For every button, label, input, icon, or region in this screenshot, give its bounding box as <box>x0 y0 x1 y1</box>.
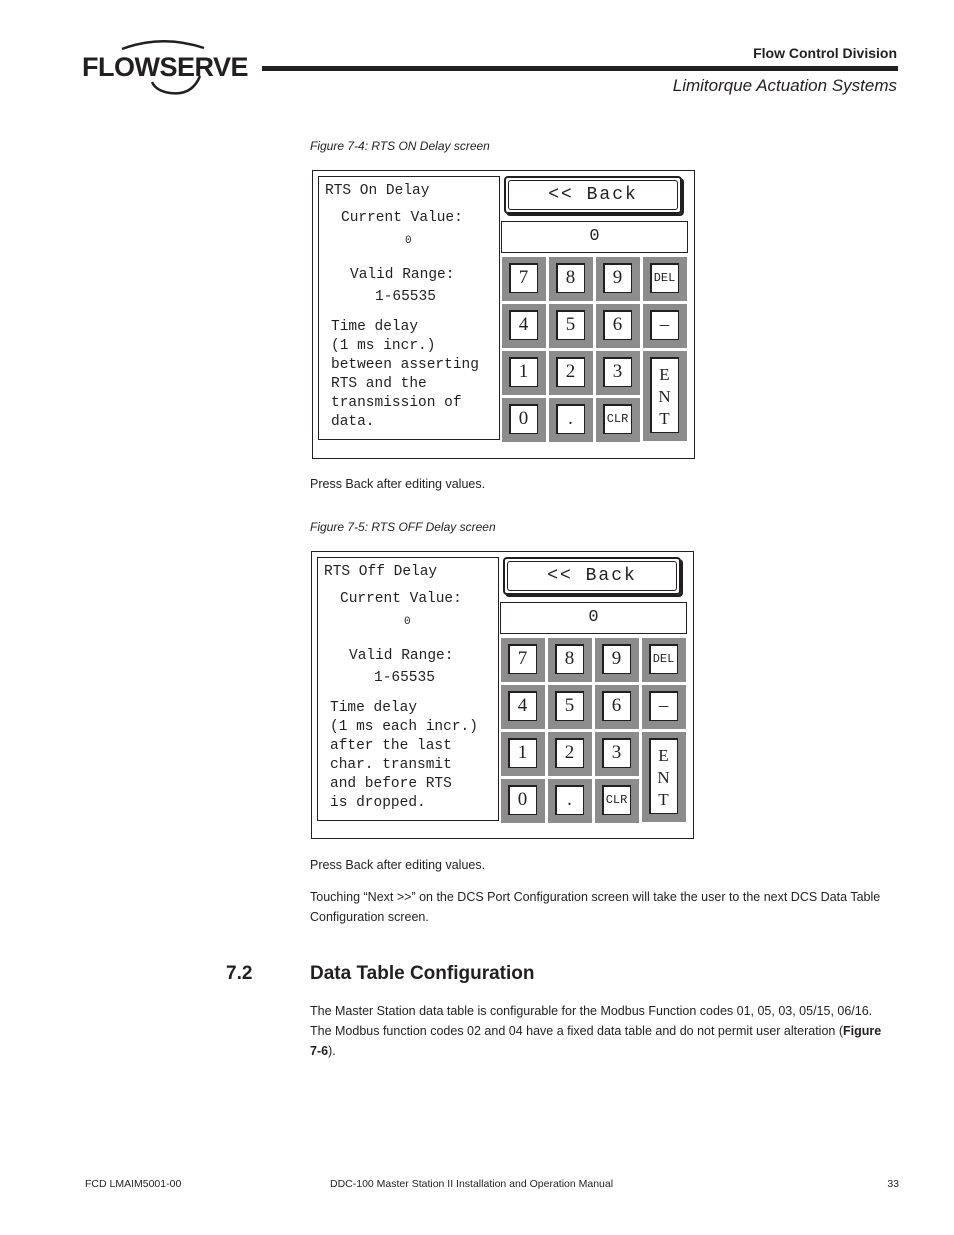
back-button-label: << Back <box>507 561 677 591</box>
key-clr[interactable]: CLR <box>596 398 640 442</box>
key-2[interactable]: 2 <box>548 732 592 776</box>
key-8[interactable]: 8 <box>549 257 593 301</box>
page-number: 33 <box>887 1178 899 1190</box>
key-1[interactable]: 1 <box>501 732 545 776</box>
key-9[interactable]: 9 <box>595 638 639 682</box>
section-paragraph-text: The Master Station data table is configurable for the Modbus Function codes 01, 05, 03, 05/15, 06/16. The Modbus function codes 02 and 04 have a fixed data table and do not permit user alteration ( <box>310 1004 873 1038</box>
current-value: 0 <box>405 235 412 247</box>
value-display[interactable]: 0 <box>500 602 687 634</box>
key-2[interactable]: 2 <box>549 351 593 395</box>
key-3[interactable]: 3 <box>595 732 639 776</box>
description-line: between asserting <box>331 357 479 373</box>
key-4[interactable]: 4 <box>502 304 546 348</box>
key-decimal[interactable]: . <box>549 398 593 442</box>
valid-range-label: Valid Range: <box>349 648 454 664</box>
description-line: Time delay <box>331 319 419 335</box>
figure-caption: Figure 7-4: RTS ON Delay screen <box>310 139 490 153</box>
description-line: and before RTS <box>330 776 452 792</box>
current-value: 0 <box>404 616 411 628</box>
footer-manual-title: DDC-100 Master Station II Installation and Operation Manual <box>330 1178 614 1190</box>
key-6[interactable]: 6 <box>596 304 640 348</box>
key-5[interactable]: 5 <box>548 685 592 729</box>
description-line: is dropped. <box>330 795 426 811</box>
description-line: RTS and the <box>331 376 427 392</box>
panel-title: RTS On Delay <box>325 183 430 199</box>
key-enter[interactable]: E N T <box>643 351 687 441</box>
key-minus[interactable]: – <box>642 685 686 729</box>
key-4[interactable]: 4 <box>501 685 545 729</box>
description-line: (1 ms incr.) <box>331 338 436 354</box>
figure-note: Press Back after editing values. <box>310 477 486 491</box>
back-button-label: << Back <box>508 180 678 210</box>
description-line: data. <box>331 414 375 430</box>
key-del[interactable]: DEL <box>642 638 686 682</box>
description-line: Time delay <box>330 700 418 716</box>
key-clr[interactable]: CLR <box>595 779 639 823</box>
header-subtitle: Limitorque Actuation Systems <box>672 76 897 95</box>
flowserve-logo <box>82 36 249 100</box>
description-line: char. transmit <box>330 757 452 773</box>
key-7[interactable]: 7 <box>502 257 546 301</box>
logo-text: FLOWSERVE <box>82 52 249 82</box>
back-button[interactable] <box>504 176 682 214</box>
rts-on-delay-screen <box>312 170 695 459</box>
key-7[interactable]: 7 <box>501 638 545 682</box>
header-division: Flow Control Division <box>753 45 897 61</box>
key-minus[interactable]: – <box>643 304 687 348</box>
rts-off-delay-screen <box>311 551 694 839</box>
section-paragraph <box>310 1001 890 1061</box>
key-0[interactable]: 0 <box>501 779 545 823</box>
key-6[interactable]: 6 <box>595 685 639 729</box>
key-del[interactable]: DEL <box>643 257 687 301</box>
value-display[interactable]: 0 <box>501 221 688 253</box>
description-line: transmission of <box>331 395 462 411</box>
figure-note: Press Back after editing values. <box>310 858 486 872</box>
info-panel <box>318 176 500 440</box>
key-8[interactable]: 8 <box>548 638 592 682</box>
figure-reference-link[interactable]: Figure 7-6 <box>310 1024 882 1058</box>
key-1[interactable]: 1 <box>502 351 546 395</box>
current-value-label: Current Value: <box>340 591 462 607</box>
description-line: (1 ms each incr.) <box>330 719 478 735</box>
figure-caption: Figure 7-5: RTS OFF Delay screen <box>310 520 496 534</box>
valid-range-value: 1-65535 <box>375 289 436 305</box>
valid-range-label: Valid Range: <box>350 267 455 283</box>
section-title: Data Table Configuration <box>310 963 535 984</box>
current-value-label: Current Value: <box>341 210 463 226</box>
next-paragraph: Touching “Next >>” on the DCS Port Configuration screen will take the user to the next DCS Data Table Configuration screen. <box>310 890 881 924</box>
panel-title: RTS Off Delay <box>324 564 438 580</box>
key-enter[interactable]: E N T <box>642 732 686 822</box>
key-decimal[interactable]: . <box>548 779 592 823</box>
header-rule <box>262 66 898 71</box>
key-3[interactable]: 3 <box>596 351 640 395</box>
valid-range-value: 1-65535 <box>374 670 435 686</box>
key-9[interactable]: 9 <box>596 257 640 301</box>
key-0[interactable]: 0 <box>502 398 546 442</box>
key-5[interactable]: 5 <box>549 304 593 348</box>
description-line: after the last <box>330 738 452 754</box>
info-panel <box>317 557 499 821</box>
section-paragraph-end: ). <box>328 1044 336 1058</box>
section-number: 7.2 <box>226 963 253 984</box>
footer-doc-id: FCD LMAIM5001-00 <box>85 1178 182 1190</box>
back-button[interactable] <box>503 557 681 595</box>
